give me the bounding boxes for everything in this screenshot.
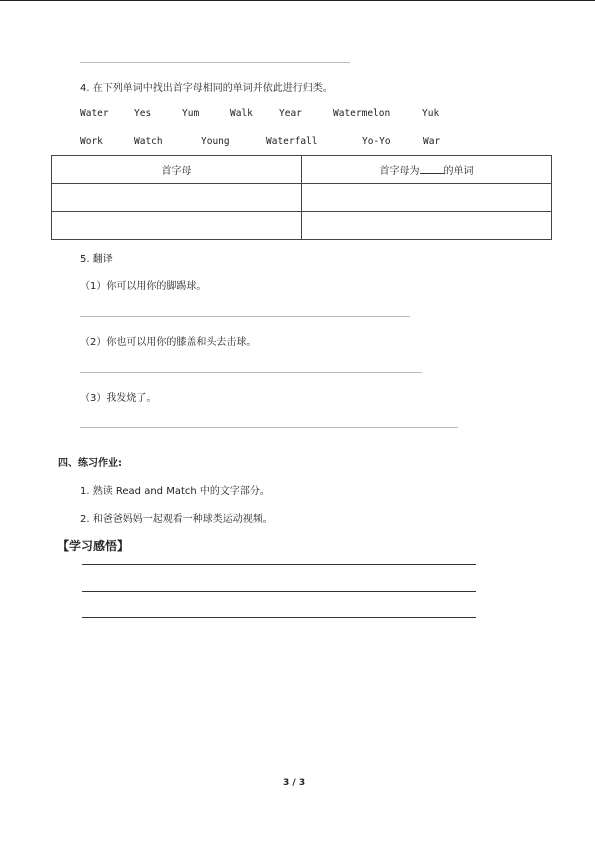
question-5-title: 5. 翻译 [80,254,113,265]
word-water: Water [80,108,109,119]
question-4-title: 4. 在下列单词中找出首字母相同的单词并依此进行归类。 [80,83,333,94]
header-right-suffix: 的单词 [443,166,474,177]
word-watch: Watch [134,136,163,147]
classification-table [51,155,552,240]
page-top-border [0,0,595,1]
table-cell[interactable] [52,212,302,240]
page-number: 3 / 3 [283,778,306,788]
translation-item-3: （3）我发烧了。 [80,393,157,404]
answer-line[interactable] [80,427,458,428]
letter-blank[interactable] [420,164,444,174]
word-yuk: Yuk [422,108,440,119]
reflection-line[interactable] [82,564,476,565]
word-yum: Yum [182,108,200,119]
answer-line [80,62,350,63]
word-walk: Walk [230,108,253,119]
table-cell[interactable] [302,212,552,240]
table-header-row [52,156,552,184]
reflection-heading: 【学习感悟】 [57,539,130,553]
word-year: Year [279,108,302,119]
homework-item-1: 1. 熟读 Read and Match 中的文字部分。 [80,486,270,497]
word-yo-yo: Yo-Yo [362,136,391,147]
word-young: Young [201,136,230,147]
word-war: War [423,136,441,147]
reflection-line[interactable] [82,617,476,618]
section-4-heading: 四、练习作业: [58,458,122,469]
header-initial-letter: 首字母 [52,156,302,184]
table-cell[interactable] [52,184,302,212]
translation-item-2: （2）你也可以用你的膝盖和头去击球。 [80,337,257,348]
table-row [52,184,552,212]
word-watermelon: Watermelon [333,108,391,119]
answer-line[interactable] [80,316,410,317]
word-yes: Yes [134,108,152,119]
translation-item-1: （1）你可以用你的脚踢球。 [80,281,207,292]
word-work: Work [80,136,103,147]
header-right-prefix: 首字母为 [379,166,420,177]
homework-item-2: 2. 和爸爸妈妈一起观看一种球类运动视频。 [80,514,273,525]
answer-line[interactable] [80,372,422,373]
reflection-line[interactable] [82,591,476,592]
header-words-by-letter [302,156,552,184]
table-cell[interactable] [302,184,552,212]
word-waterfall: Waterfall [266,136,318,147]
table-row [52,212,552,240]
